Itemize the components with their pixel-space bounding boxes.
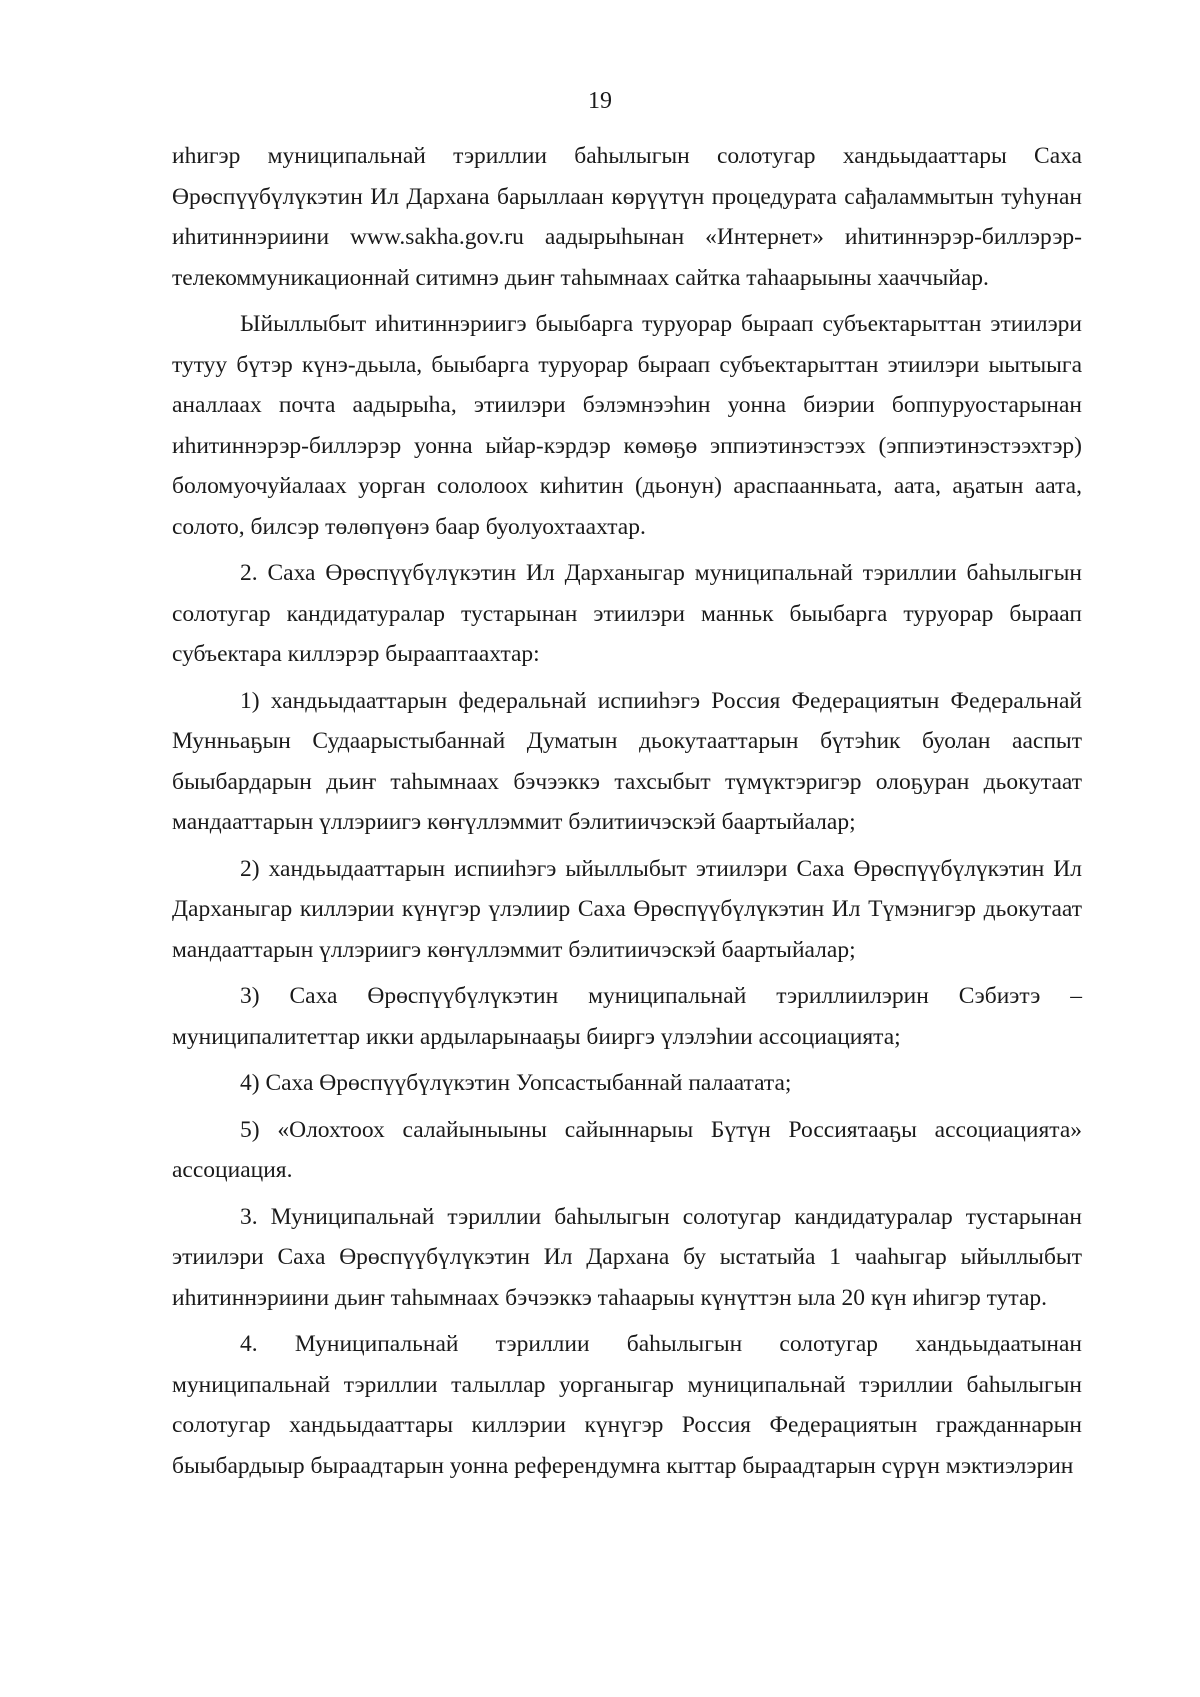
paragraph: 3. Муниципальнай тэриллии баһылыгын солотугар кандидатуралар тустарынан этиилэри Саха Өрөспүүбүлүкэтин Ил Дархана бу ыстатыйа 1 чааһыгар ыйыллыбыт иһитиннэриини дьиҥ таһымнаах бэчээккэ таһаарыы күнүттэн ыла 20 күн иһигэр тутар.	[172, 1203, 1082, 1311]
list-item: 3) Саха Өрөспүүбүлүкэтин муниципальнай тэриллиилэрин Сэбиэтэ – муниципалитеттар икки ардыларынааҕы бииргэ үлэлэһии ассоциацията;	[172, 983, 1082, 1050]
paragraph: 4. Муниципальнай тэриллии баһылыгын солотугар хандьыдаатынан муниципальнай тэриллии талыллар уорганыгар муниципальнай тэриллии баһылыгын солотугар хандьыдааттары киллэрии күнүгэр Россия Федерациятын гражданнарын быыбардыыр быраадтарын уонна референдумҥа кыттар быраадтарын сүрүн мэктиэлэрин	[172, 1331, 1082, 1479]
page-number: 19	[588, 88, 612, 114]
list-item: 2) хандьыдааттарын испииһэгэ ыйыллыбыт этиилэри Саха Өрөспүүбүлүкэтин Ил Дарханыгар киллэрии күнүгэр үлэлиир Саха Өрөспүүбүлүкэтин Ил Түмэнигэр дьокутаат мандааттарын үллэриигэ көҥүллэммит бэлитиичэскэй баартыйалар;	[172, 855, 1082, 963]
paragraph: 2. Саха Өрөспүүбүлүкэтин Ил Дарханыгар муниципальнай тэриллии баһылыгын солотугар кандидатуралар тустарынан этиилэри манньк быыбарга туруорар быраап субъектара киллэрэр бырааптаахтар:	[172, 560, 1082, 667]
list-item: 5) «Олохтоох салайыныыны сайыннарыы Бүтүн Россиятааҕы ассоциацията» ассоциация.	[172, 1116, 1082, 1183]
paragraph: Ыйыллыбыт иһитиннэриигэ быыбарга туруорар быраап субъектарыттан этиилэри тутуу бүтэр күнэ-дьыла, быыбарга туруорар быраап субъектарыттан этиилэри ыытыыга аналлаах почта аадырыһа, этиилэри бэлэмнээһин уонна биэрии боппуруостарынан иһитиннэрэр-биллэрэр уонна ыйар-кэрдэр көмөҕө эппиэтинэстээх (эппиэтинэстээхтэр) боломуочуйалаах уорган сололоох киһитин (дьонун) араспаанньата, аата, аҕатын аата, солото, билсэр төлөпүөнэ баар буолуохтаахтар.	[172, 311, 1082, 540]
document-body	[172, 136, 1082, 1492]
list-item: 4) Саха Өрөспүүбүлүкэтин Уопсастыбаннай палаатата;	[240, 1070, 792, 1096]
list-item: 1) хандьыдааттарын федеральнай испииһэгэ Россия Федерациятын Федеральнай Мунньаҕын Судаарыстыбаннай Думатын дьокутааттарын бүтэһик буолан ааспыт быыбардарын дьиҥ таһымнаах бэчээккэ тахсыбыт түмүктэригэр олоҕуран дьокутаат мандааттарын үллэриигэ көҥүллэммит бэлитиичэскэй баартыйалар;	[172, 687, 1082, 835]
paragraph: иһигэр муниципальнай тэриллии баһылыгын солотугар хандьыдааттары Саха Өрөспүүбүлүкэтин Ил Дархана барыллаан көрүүтүн процедурата сађаламмытын туһунан иһитиннэриини www.sakha.gov.ru аадырыһынан «Интернет» иһитиннэрэр-биллэрэр-телекоммуникационнай ситимнэ дьиҥ таһымнаах сайтка таһаарыыны хааччыйар.	[172, 143, 1082, 291]
